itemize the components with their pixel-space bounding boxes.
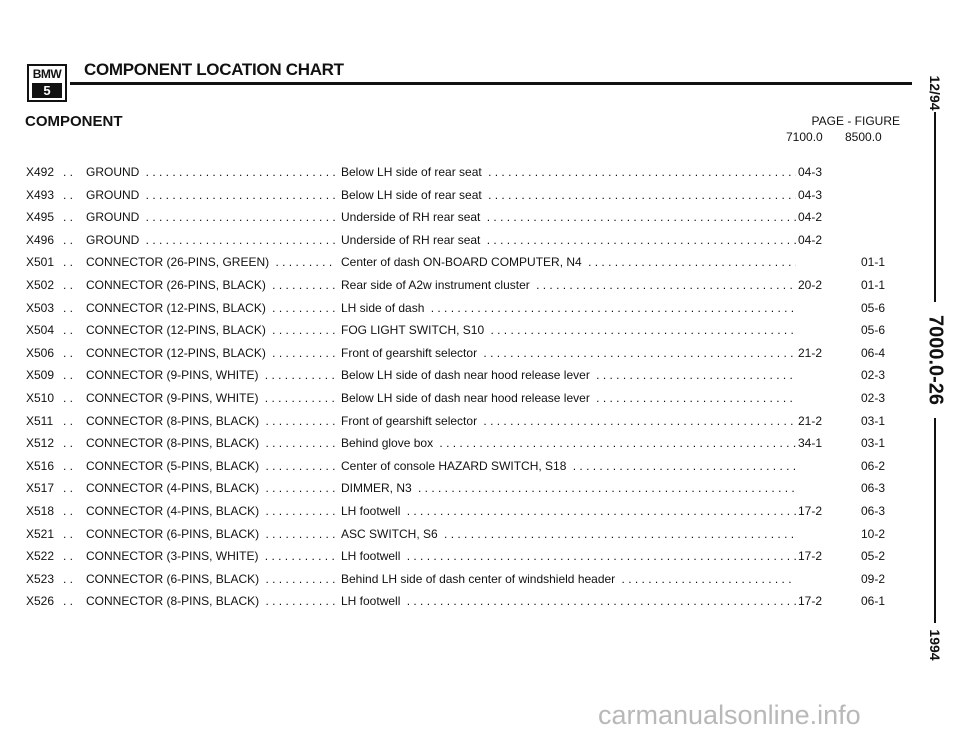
component-location: Below LH side of dash near hood release lever — [341, 391, 593, 405]
component-name: CONNECTOR (8-PINS, BLACK) — [86, 594, 262, 608]
location-cell — [341, 545, 796, 568]
table-row — [0, 590, 960, 613]
component-name-cell — [86, 206, 336, 229]
leader-dots: . . — [63, 390, 74, 405]
figure-8500: 03-1 — [860, 436, 886, 451]
location-cell — [341, 387, 796, 410]
leader-dots: . . — [63, 594, 74, 609]
table-row — [0, 523, 960, 546]
table-row — [0, 432, 960, 455]
component-name-cell — [86, 432, 336, 455]
component-location: Front of gearshift selector — [341, 346, 480, 360]
component-name-cell — [86, 251, 336, 274]
component-name-cell — [86, 523, 336, 546]
component-name: CONNECTOR (5-PINS, BLACK) — [86, 459, 262, 473]
location-cell — [341, 342, 796, 365]
component-code: X516 — [26, 458, 55, 473]
component-code: X511 — [26, 413, 54, 428]
table-row — [0, 477, 960, 500]
component-code: X518 — [26, 503, 55, 518]
component-name: CONNECTOR (12-PINS, BLACK) — [86, 323, 269, 337]
component-name: CONNECTOR (26-PINS, BLACK) — [86, 278, 269, 292]
leader-dots: . . — [63, 255, 74, 270]
page-7100: 17-2 — [798, 549, 823, 564]
component-name-cell — [86, 364, 336, 387]
component-code: X522 — [26, 549, 55, 564]
figure-8500: 01-1 — [860, 255, 886, 270]
leader-dots: . . — [63, 165, 74, 179]
page-7100: 21-2 — [798, 345, 823, 360]
component-name: CONNECTOR (12-PINS, BLACK) — [86, 301, 269, 315]
location-cell — [341, 523, 796, 546]
component-name-cell — [86, 500, 336, 523]
component-location: Front of gearshift selector — [341, 414, 480, 428]
leader-dots: . . — [63, 323, 74, 338]
leader-dots: . . — [63, 481, 74, 496]
page-7100: 04-3 — [798, 187, 823, 202]
side-rule-top — [934, 112, 936, 302]
leader-dots: . . — [63, 503, 74, 518]
location-cell — [341, 500, 796, 523]
leader-dots: . . — [63, 277, 74, 292]
component-location: Center of console HAZARD SWITCH, S18 — [341, 459, 569, 473]
component-code: X523 — [26, 571, 55, 586]
component-name-cell — [86, 161, 336, 184]
bmw-5-series-logo — [27, 64, 67, 102]
location-cell — [341, 184, 796, 207]
component-name: CONNECTOR (9-PINS, WHITE) — [86, 368, 261, 382]
component-location: LH side of dash — [341, 301, 427, 315]
component-name-cell — [86, 590, 336, 613]
component-code: X506 — [26, 345, 55, 360]
table-row — [0, 206, 960, 229]
location-cell — [341, 364, 796, 387]
page-7100: 04-2 — [798, 232, 823, 247]
page-7100: 17-2 — [798, 594, 823, 609]
table-row — [0, 410, 960, 433]
table-row — [0, 387, 960, 410]
side-year: 1994 — [927, 629, 943, 661]
component-name: CONNECTOR (8-PINS, BLACK) — [86, 436, 262, 450]
component-code: X501 — [26, 255, 55, 270]
component-name: GROUND — [86, 165, 142, 179]
component-code: X517 — [26, 481, 55, 496]
figure-8500: 06-4 — [860, 345, 886, 360]
component-location: Below LH side of rear seat — [341, 165, 485, 179]
leader-dots: . . — [63, 413, 74, 428]
leader-dots: . . — [63, 526, 74, 541]
component-name-cell — [86, 410, 336, 433]
page-7100: 17-2 — [798, 503, 823, 518]
component-name-cell — [86, 342, 336, 365]
title-rule — [70, 82, 912, 85]
component-name-cell — [86, 319, 336, 342]
leader-dots: . . — [63, 300, 74, 315]
location-cell — [341, 568, 796, 591]
leader-dots: . . — [63, 210, 74, 225]
figure-8500: 10-2 — [860, 526, 886, 541]
component-name: CONNECTOR (12-PINS, BLACK) — [86, 346, 269, 360]
column-header-7100: 7100.0 — [786, 130, 823, 144]
side-page-code: 7000.0-26 — [924, 314, 947, 406]
component-code: X526 — [26, 594, 55, 609]
component-code: X510 — [26, 390, 55, 405]
component-location: ASC SWITCH, S6 — [341, 527, 441, 541]
component-code: X492 — [26, 165, 55, 179]
component-name: CONNECTOR (9-PINS, WHITE) — [86, 391, 261, 405]
component-code: X493 — [26, 187, 55, 202]
table-row — [0, 455, 960, 478]
component-name-cell — [86, 455, 336, 478]
table-row — [0, 274, 960, 297]
figure-8500: 06-2 — [860, 458, 886, 473]
component-name-cell — [86, 568, 336, 591]
location-cell — [341, 229, 796, 252]
component-name-cell — [86, 184, 336, 207]
component-code: X509 — [26, 368, 55, 383]
component-name-cell — [86, 297, 336, 320]
figure-8500: 06-1 — [860, 594, 886, 609]
leader-dots: . . — [63, 368, 74, 383]
component-name: GROUND — [86, 210, 142, 224]
component-location: DIMMER, N3 — [341, 481, 415, 495]
component-name: CONNECTOR (4-PINS, BLACK) — [86, 481, 262, 495]
logo-number: 5 — [32, 83, 62, 98]
component-location: Below LH side of dash near hood release lever — [341, 368, 593, 382]
table-row — [0, 161, 960, 184]
table-row — [0, 568, 960, 591]
component-location: FOG LIGHT SWITCH, S10 — [341, 323, 487, 337]
location-cell — [341, 432, 796, 455]
table-row — [0, 184, 960, 207]
side-date: 12/94 — [927, 75, 943, 111]
component-name: GROUND — [86, 233, 142, 247]
component-name: CONNECTOR (6-PINS, BLACK) — [86, 572, 262, 586]
figure-8500: 01-1 — [860, 277, 886, 292]
document-title: COMPONENT LOCATION CHART — [84, 60, 344, 79]
component-code: X502 — [26, 277, 55, 292]
location-cell — [341, 455, 796, 478]
component-location: LH footwell — [341, 504, 403, 518]
table-row — [0, 319, 960, 342]
table-row — [0, 364, 960, 387]
leader-dots: . . — [63, 232, 74, 247]
watermark: carmanualsonline.info — [598, 700, 861, 730]
figure-8500: 05-2 — [860, 549, 886, 564]
table-row — [0, 545, 960, 568]
component-location: Behind glove box — [341, 436, 436, 450]
table-row — [0, 500, 960, 523]
table-row — [0, 297, 960, 320]
side-rule-bottom — [934, 418, 936, 623]
component-table — [0, 161, 960, 613]
component-location: Below LH side of rear seat — [341, 188, 485, 202]
figure-8500: 03-1 — [860, 413, 886, 428]
location-cell — [341, 319, 796, 342]
location-cell — [341, 477, 796, 500]
column-header-8500: 8500.0 — [845, 130, 882, 144]
table-row — [0, 251, 960, 274]
component-location: Underside of RH rear seat — [341, 210, 483, 224]
figure-8500: 06-3 — [860, 481, 886, 496]
column-header-page-figure: PAGE - FIGURE — [811, 114, 900, 128]
figure-8500: 09-2 — [860, 571, 886, 586]
location-cell — [341, 590, 796, 613]
component-location: LH footwell — [341, 549, 403, 563]
component-name-cell — [86, 477, 336, 500]
leader-dots: . . — [63, 571, 74, 586]
component-code: X503 — [26, 300, 55, 315]
figure-8500: 05-6 — [860, 300, 886, 315]
component-location: LH footwell — [341, 594, 403, 608]
component-name-cell — [86, 274, 336, 297]
leader-dots: . . — [63, 436, 74, 451]
location-cell — [341, 206, 796, 229]
component-name: CONNECTOR (3-PINS, WHITE) — [86, 549, 261, 563]
component-name-cell — [86, 229, 336, 252]
component-code: X504 — [26, 323, 55, 338]
figure-8500: 02-3 — [860, 368, 886, 383]
page-7100: 04-2 — [798, 210, 823, 225]
table-row — [0, 229, 960, 252]
component-code: X495 — [26, 210, 55, 225]
page-7100: 04-3 — [798, 165, 823, 179]
component-code: X496 — [26, 232, 55, 247]
component-name: GROUND — [86, 188, 142, 202]
figure-8500: 02-3 — [860, 390, 886, 405]
leader-dots: . . — [63, 345, 74, 360]
location-cell — [341, 274, 796, 297]
page-7100: 20-2 — [798, 277, 823, 292]
page-7100: 34-1 — [798, 436, 823, 451]
page-7100: 21-2 — [798, 413, 823, 428]
component-name-cell — [86, 545, 336, 568]
location-cell — [341, 251, 796, 274]
location-cell — [341, 161, 796, 184]
component-name: CONNECTOR (8-PINS, BLACK) — [86, 414, 262, 428]
component-name: CONNECTOR (6-PINS, BLACK) — [86, 527, 262, 541]
component-code: X512 — [26, 436, 55, 451]
component-location: Rear side of A2w instrument cluster — [341, 278, 533, 292]
component-location: Center of dash ON-BOARD COMPUTER, N4 — [341, 255, 585, 269]
component-name: CONNECTOR (4-PINS, BLACK) — [86, 504, 262, 518]
table-row — [0, 342, 960, 365]
leader-dots: . . — [63, 549, 74, 564]
location-cell — [341, 410, 796, 433]
component-name: CONNECTOR (26-PINS, GREEN) — [86, 255, 272, 269]
figure-8500: 05-6 — [860, 323, 886, 338]
location-cell — [341, 297, 796, 320]
column-header-component: COMPONENT — [25, 113, 123, 130]
component-code: X521 — [26, 526, 55, 541]
figure-8500: 06-3 — [860, 503, 886, 518]
component-location: Behind LH side of dash center of windshield header — [341, 572, 618, 586]
leader-dots: . . — [63, 458, 74, 473]
component-name-cell — [86, 387, 336, 410]
leader-dots: . . — [63, 187, 74, 202]
component-location: Underside of RH rear seat — [341, 233, 483, 247]
logo-text: BMW — [32, 67, 62, 81]
